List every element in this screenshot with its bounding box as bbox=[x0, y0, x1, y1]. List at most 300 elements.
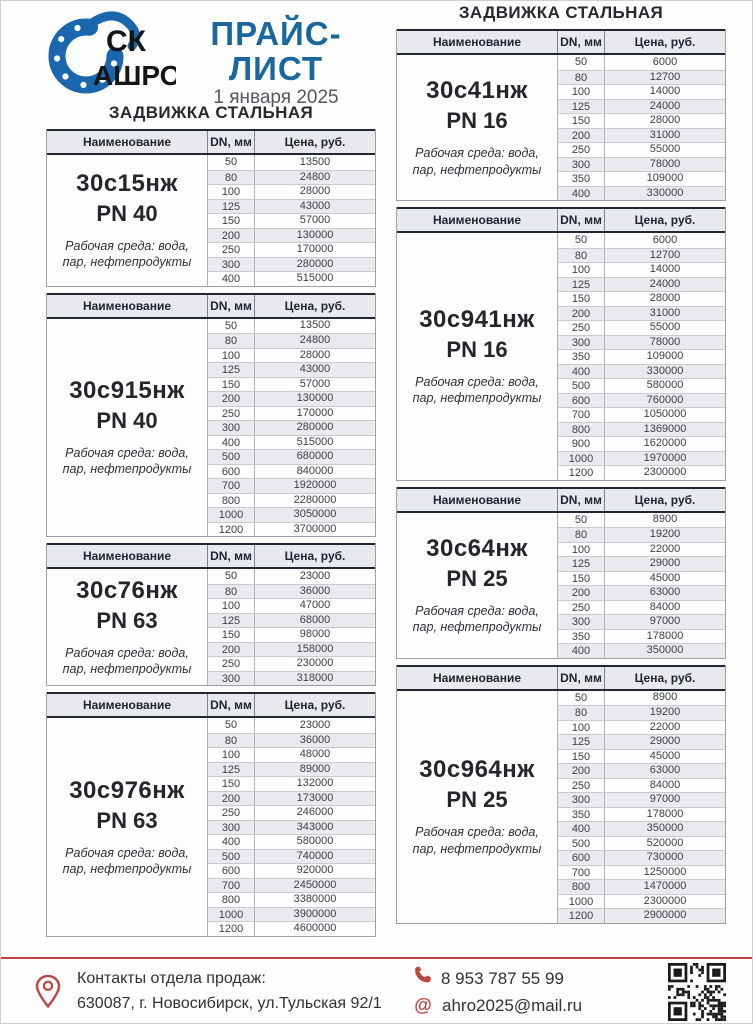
dn-value: 100 bbox=[208, 185, 255, 199]
dn-value: 125 bbox=[558, 100, 605, 114]
product-name: 30с76нж bbox=[76, 576, 178, 604]
table-row bbox=[558, 142, 725, 157]
table-row bbox=[208, 863, 375, 878]
price-value: 2900000 bbox=[643, 909, 687, 921]
price-value: 840000 bbox=[296, 464, 334, 477]
price-value: 48000 bbox=[299, 748, 331, 760]
table-row bbox=[208, 892, 375, 907]
price-value: 280000 bbox=[296, 257, 334, 270]
table-row bbox=[208, 493, 375, 508]
dn-value: 80 bbox=[208, 734, 255, 748]
price-value: 1970000 bbox=[643, 451, 687, 464]
price-list-date: 1 января 2025 bbox=[213, 87, 339, 109]
table-row bbox=[208, 642, 375, 657]
table-row bbox=[558, 451, 725, 466]
table-row bbox=[208, 170, 375, 185]
table-row bbox=[558, 349, 725, 364]
price-value: 63000 bbox=[649, 586, 681, 598]
table-row bbox=[208, 656, 375, 671]
table-row bbox=[208, 718, 375, 733]
column-header-name: Наименование bbox=[47, 545, 208, 567]
table-row bbox=[208, 613, 375, 628]
price-value: 68000 bbox=[299, 613, 331, 626]
table-row bbox=[208, 907, 375, 922]
dn-value: 300 bbox=[558, 158, 605, 172]
product-pn-rating: PN 63 bbox=[96, 807, 158, 833]
table-header-row bbox=[47, 129, 375, 155]
table-row bbox=[558, 778, 725, 793]
table-row bbox=[558, 691, 725, 706]
table-body bbox=[47, 718, 375, 936]
dn-value: 125 bbox=[558, 278, 605, 292]
dn-value: 600 bbox=[558, 851, 605, 865]
price-value: 22000 bbox=[649, 542, 681, 555]
dn-value: 250 bbox=[558, 779, 605, 793]
table-row bbox=[558, 749, 725, 764]
price-value: 1050000 bbox=[643, 408, 687, 420]
price-value: 330000 bbox=[646, 186, 684, 199]
dn-value: 100 bbox=[558, 85, 605, 99]
dn-price-rows bbox=[558, 513, 725, 658]
product-table bbox=[396, 207, 726, 481]
dn-value: 400 bbox=[558, 644, 605, 658]
table-row bbox=[558, 128, 725, 143]
table-row bbox=[558, 720, 725, 735]
dn-value: 150 bbox=[558, 572, 605, 586]
table-row bbox=[558, 763, 725, 778]
product-table bbox=[46, 293, 376, 538]
dn-value: 200 bbox=[558, 307, 605, 321]
table-row bbox=[558, 113, 725, 128]
column-header-name: Наименование bbox=[47, 295, 208, 317]
table-row bbox=[558, 705, 725, 720]
dn-value: 400 bbox=[208, 835, 255, 849]
price-value: 170000 bbox=[296, 406, 334, 419]
price-value: 28000 bbox=[299, 185, 331, 197]
left-column bbox=[46, 9, 376, 943]
price-value: 350000 bbox=[646, 822, 684, 834]
table-row bbox=[208, 464, 375, 479]
footer-contacts bbox=[1, 957, 752, 1024]
dn-value: 100 bbox=[208, 599, 255, 613]
table-row bbox=[208, 228, 375, 243]
dn-price-rows bbox=[558, 691, 725, 923]
dn-value: 400 bbox=[558, 822, 605, 836]
price-value: 84000 bbox=[649, 600, 681, 613]
address-line: 630087, г. Новосибирск, ул.Тульская 92/1 bbox=[77, 995, 382, 1012]
dn-value: 1200 bbox=[208, 922, 255, 936]
dn-value: 300 bbox=[208, 421, 255, 435]
dn-value: 250 bbox=[558, 321, 605, 335]
section-title-right: ЗАДВИЖКА СТАЛЬНАЯ bbox=[458, 3, 664, 22]
right-column bbox=[396, 3, 726, 930]
product-name-cell bbox=[397, 691, 558, 923]
price-value: 230000 bbox=[296, 657, 334, 669]
table-row bbox=[208, 733, 375, 748]
dn-value: 50 bbox=[558, 55, 605, 70]
dn-value: 50 bbox=[208, 155, 255, 170]
dn-value: 350 bbox=[558, 172, 605, 186]
dn-value: 1200 bbox=[208, 523, 255, 537]
table-row bbox=[558, 643, 725, 658]
table-header-row bbox=[397, 29, 725, 55]
dn-price-rows bbox=[208, 718, 375, 936]
table-row bbox=[558, 821, 725, 836]
dn-price-rows bbox=[558, 55, 725, 200]
price-value: 84000 bbox=[649, 778, 681, 791]
price-value: 97000 bbox=[649, 615, 681, 627]
column-header-price: Цена, руб. bbox=[634, 213, 696, 227]
table-row bbox=[558, 306, 725, 321]
dn-value: 600 bbox=[558, 394, 605, 408]
product-media-note: Рабочая среда: вода, пар, нефтепродукты bbox=[62, 446, 192, 477]
column-header-dn: DN, мм bbox=[208, 694, 255, 716]
table-row bbox=[208, 762, 375, 777]
column-header-dn: DN, мм bbox=[558, 31, 605, 53]
table-row bbox=[558, 320, 725, 335]
dn-value: 150 bbox=[208, 378, 255, 392]
dn-value: 300 bbox=[208, 672, 255, 686]
dn-value: 250 bbox=[558, 601, 605, 615]
table-row bbox=[208, 319, 375, 334]
price-value: 97000 bbox=[649, 793, 681, 805]
price-value: 28000 bbox=[649, 292, 681, 304]
table-header-row bbox=[397, 487, 725, 513]
price-value: 14000 bbox=[649, 263, 681, 275]
dn-value: 800 bbox=[558, 423, 605, 437]
dn-value: 100 bbox=[208, 748, 255, 762]
price-value: 2300000 bbox=[643, 466, 687, 478]
table-header-row bbox=[47, 692, 375, 718]
product-table bbox=[46, 543, 376, 686]
table-row bbox=[558, 422, 725, 437]
price-value: 55000 bbox=[649, 321, 681, 333]
price-value: 1250000 bbox=[643, 865, 687, 878]
price-value: 6000 bbox=[652, 233, 678, 246]
table-row bbox=[208, 747, 375, 762]
company-logo bbox=[46, 9, 176, 97]
price-value: 109000 bbox=[646, 350, 684, 362]
price-value: 13500 bbox=[299, 319, 331, 331]
phone-icon bbox=[413, 965, 432, 992]
price-value: 45000 bbox=[649, 749, 681, 762]
table-row bbox=[558, 894, 725, 909]
dn-value: 800 bbox=[208, 893, 255, 907]
table-body bbox=[397, 691, 725, 923]
price-value: 580000 bbox=[646, 379, 684, 391]
table-row bbox=[208, 671, 375, 686]
column-header-price: Цена, руб. bbox=[634, 492, 696, 507]
address-block bbox=[77, 967, 399, 1017]
table-row bbox=[208, 921, 375, 936]
price-value: 29000 bbox=[649, 735, 681, 747]
product-media-note: Рабочая среда: вода, пар, нефтепродукты bbox=[412, 146, 542, 177]
price-value: 78000 bbox=[649, 157, 681, 170]
price-value: 1369000 bbox=[643, 422, 687, 435]
column-header-name: Наименование bbox=[397, 209, 558, 231]
price-value: 3050000 bbox=[293, 508, 337, 520]
email-address: ahro2025@mail.ru bbox=[442, 995, 583, 1015]
table-row bbox=[558, 436, 725, 451]
table-row bbox=[558, 614, 725, 629]
logo-text-line1: СК bbox=[106, 25, 146, 58]
column-header-price: Цена, руб. bbox=[284, 549, 346, 563]
price-value: 19200 bbox=[649, 706, 681, 718]
table-row bbox=[558, 84, 725, 99]
price-value: 78000 bbox=[649, 335, 681, 348]
table-row bbox=[558, 335, 725, 350]
table-row bbox=[558, 171, 725, 186]
price-value: 178000 bbox=[646, 629, 684, 642]
column-header-price: Цена, руб. bbox=[284, 298, 346, 313]
price-value: 2300000 bbox=[643, 894, 687, 907]
logo-text-line2: АШРО bbox=[93, 60, 176, 91]
table-row bbox=[208, 569, 375, 584]
product-media-note: Рабочая среда: вода, пар, нефтепродукты bbox=[62, 645, 192, 676]
table-row bbox=[208, 420, 375, 435]
table-row bbox=[208, 878, 375, 893]
table-row bbox=[208, 849, 375, 864]
table-row bbox=[558, 248, 725, 263]
dn-value: 400 bbox=[208, 272, 255, 286]
flange-logo-icon bbox=[46, 9, 176, 97]
table-header-row bbox=[397, 665, 725, 691]
price-value: 130000 bbox=[296, 392, 334, 404]
column-header-price: Цена, руб. bbox=[284, 135, 346, 149]
dn-value: 80 bbox=[558, 249, 605, 263]
price-value: 760000 bbox=[646, 393, 684, 406]
product-name: 30с915нж bbox=[69, 377, 185, 404]
dn-value: 150 bbox=[558, 292, 605, 306]
dn-value: 350 bbox=[558, 808, 605, 822]
title-block bbox=[176, 9, 376, 109]
price-value: 1620000 bbox=[643, 437, 687, 449]
product-media-note: Рабочая среда: вода, пар, нефтепродукты bbox=[412, 603, 542, 634]
price-value: 12700 bbox=[649, 248, 681, 261]
table-row bbox=[558, 836, 725, 851]
price-value: 43000 bbox=[299, 363, 331, 375]
product-name-cell bbox=[397, 233, 558, 480]
column-header-name: Наименование bbox=[397, 489, 558, 511]
dn-value: 1000 bbox=[558, 895, 605, 909]
table-row bbox=[208, 834, 375, 849]
table-row bbox=[558, 542, 725, 557]
dn-value: 50 bbox=[208, 718, 255, 733]
table-body bbox=[397, 55, 725, 200]
product-name: 30с964нж bbox=[419, 756, 535, 784]
dn-value: 80 bbox=[558, 706, 605, 720]
table-row bbox=[558, 364, 725, 379]
table-row bbox=[208, 242, 375, 257]
product-media-note: Рабочая среда: вода, пар, нефтепродукты bbox=[62, 845, 192, 876]
price-value: 98000 bbox=[299, 628, 331, 640]
dn-value: 1200 bbox=[558, 909, 605, 923]
price-value: 350000 bbox=[646, 644, 684, 656]
dn-value: 1000 bbox=[558, 452, 605, 466]
dn-value: 80 bbox=[208, 334, 255, 348]
price-value: 22000 bbox=[649, 720, 681, 733]
product-table bbox=[46, 129, 376, 287]
dn-value: 250 bbox=[208, 806, 255, 820]
dn-value: 150 bbox=[558, 114, 605, 128]
column-header-name: Наименование bbox=[397, 667, 558, 689]
table-row bbox=[558, 879, 725, 894]
table-row bbox=[208, 199, 375, 214]
table-row bbox=[208, 598, 375, 613]
dn-value: 300 bbox=[208, 821, 255, 835]
table-row bbox=[558, 407, 725, 422]
dn-value: 125 bbox=[208, 614, 255, 628]
dn-value: 800 bbox=[558, 880, 605, 894]
price-value: 515000 bbox=[296, 272, 334, 284]
dn-value: 700 bbox=[558, 866, 605, 880]
dn-value: 250 bbox=[208, 243, 255, 257]
product-pn-rating: PN 25 bbox=[446, 565, 508, 591]
price-value: 1920000 bbox=[293, 479, 337, 491]
dn-value: 80 bbox=[558, 528, 605, 542]
dn-value: 400 bbox=[208, 436, 255, 450]
product-pn-rating: PN 63 bbox=[96, 607, 158, 633]
dn-value: 250 bbox=[208, 407, 255, 421]
table-row bbox=[558, 70, 725, 85]
column-header-name: Наименование bbox=[47, 694, 208, 716]
price-value: 740000 bbox=[296, 849, 334, 862]
dn-value: 150 bbox=[208, 214, 255, 228]
table-row bbox=[208, 478, 375, 493]
table-row bbox=[208, 391, 375, 406]
table-row bbox=[558, 99, 725, 114]
table-row bbox=[208, 522, 375, 537]
price-value: 178000 bbox=[646, 807, 684, 820]
price-value: 170000 bbox=[296, 243, 334, 255]
price-value: 31000 bbox=[649, 306, 681, 319]
price-value: 24000 bbox=[649, 99, 681, 112]
price-value: 28000 bbox=[299, 348, 331, 361]
product-pn-rating: PN 16 bbox=[446, 108, 508, 134]
product-pn-rating: PN 40 bbox=[96, 201, 158, 226]
price-value: 920000 bbox=[296, 864, 334, 876]
price-value: 246000 bbox=[296, 806, 334, 818]
table-row bbox=[208, 213, 375, 228]
table-row bbox=[558, 556, 725, 571]
dn-value: 400 bbox=[558, 365, 605, 379]
price-value: 57000 bbox=[299, 214, 331, 226]
dn-value: 300 bbox=[558, 336, 605, 350]
table-row bbox=[208, 257, 375, 272]
table-row bbox=[208, 377, 375, 392]
dn-value: 900 bbox=[558, 437, 605, 451]
price-value: 14000 bbox=[649, 85, 681, 97]
dn-value: 300 bbox=[558, 793, 605, 807]
price-value: 3380000 bbox=[293, 893, 337, 905]
table-body bbox=[397, 233, 725, 480]
table-row bbox=[558, 807, 725, 822]
dn-value: 1000 bbox=[208, 908, 255, 922]
dn-value: 125 bbox=[208, 200, 255, 214]
dn-value: 250 bbox=[208, 657, 255, 671]
price-value: 6000 bbox=[652, 55, 678, 68]
price-value: 158000 bbox=[296, 642, 334, 655]
price-value: 57000 bbox=[299, 377, 331, 390]
price-value: 580000 bbox=[296, 835, 334, 847]
table-row bbox=[558, 378, 725, 393]
price-value: 43000 bbox=[299, 199, 331, 212]
table-header-row bbox=[397, 207, 725, 233]
table-row bbox=[558, 262, 725, 277]
table-row bbox=[558, 629, 725, 644]
dn-value: 300 bbox=[208, 258, 255, 272]
dn-value: 600 bbox=[208, 864, 255, 878]
column-header-price: Цена, руб. bbox=[634, 35, 696, 49]
price-value: 23000 bbox=[299, 569, 331, 582]
table-row bbox=[208, 820, 375, 835]
price-value: 318000 bbox=[296, 671, 334, 684]
section-title-left: ЗАДВИЖКА СТАЛЬНАЯ bbox=[108, 103, 314, 122]
table-row bbox=[208, 507, 375, 522]
product-name: 30с941нж bbox=[419, 306, 535, 333]
dn-value: 300 bbox=[558, 615, 605, 629]
price-value: 2450000 bbox=[293, 878, 337, 891]
price-value: 89000 bbox=[299, 762, 331, 775]
product-name: 30с15нж bbox=[76, 170, 178, 197]
column-header-name: Наименование bbox=[397, 31, 558, 53]
dn-value: 200 bbox=[208, 392, 255, 406]
dn-value: 50 bbox=[208, 319, 255, 334]
table-row bbox=[558, 291, 725, 306]
dn-value: 700 bbox=[208, 879, 255, 893]
table-row bbox=[558, 233, 725, 248]
dn-value: 100 bbox=[558, 721, 605, 735]
table-body bbox=[47, 155, 375, 286]
table-header-row bbox=[47, 293, 375, 319]
dn-value: 50 bbox=[558, 513, 605, 528]
dn-price-rows bbox=[208, 569, 375, 685]
dn-value: 50 bbox=[558, 233, 605, 248]
dn-value: 50 bbox=[208, 569, 255, 584]
price-value: 3900000 bbox=[293, 907, 337, 920]
phone-number: 8 953 787 55 99 bbox=[441, 968, 564, 988]
table-body bbox=[397, 513, 725, 658]
dn-value: 200 bbox=[558, 764, 605, 778]
table-row bbox=[558, 465, 725, 480]
dn-value: 150 bbox=[558, 750, 605, 764]
dn-value: 125 bbox=[208, 763, 255, 777]
column-header-price: Цена, руб. bbox=[284, 698, 346, 712]
price-value: 23000 bbox=[299, 718, 331, 731]
dn-value: 150 bbox=[208, 628, 255, 642]
product-tables-right bbox=[396, 29, 726, 924]
location-pin-icon bbox=[33, 973, 63, 1011]
dn-value: 1000 bbox=[208, 508, 255, 522]
dn-price-rows bbox=[208, 155, 375, 286]
dn-value: 125 bbox=[208, 363, 255, 377]
product-table bbox=[46, 692, 376, 937]
table-row bbox=[558, 55, 725, 70]
at-icon: @ bbox=[414, 995, 432, 1015]
table-header-row bbox=[47, 543, 375, 569]
table-row bbox=[558, 600, 725, 615]
dn-value: 125 bbox=[558, 735, 605, 749]
dn-value: 125 bbox=[558, 557, 605, 571]
table-row bbox=[208, 271, 375, 286]
column-header-dn: DN, мм bbox=[208, 131, 255, 153]
price-value: 8900 bbox=[652, 691, 678, 703]
table-row bbox=[558, 571, 725, 586]
dn-value: 80 bbox=[208, 171, 255, 185]
column-header-price: Цена, руб. bbox=[634, 670, 696, 685]
table-row bbox=[558, 908, 725, 923]
product-name: 30с976нж bbox=[69, 776, 185, 804]
